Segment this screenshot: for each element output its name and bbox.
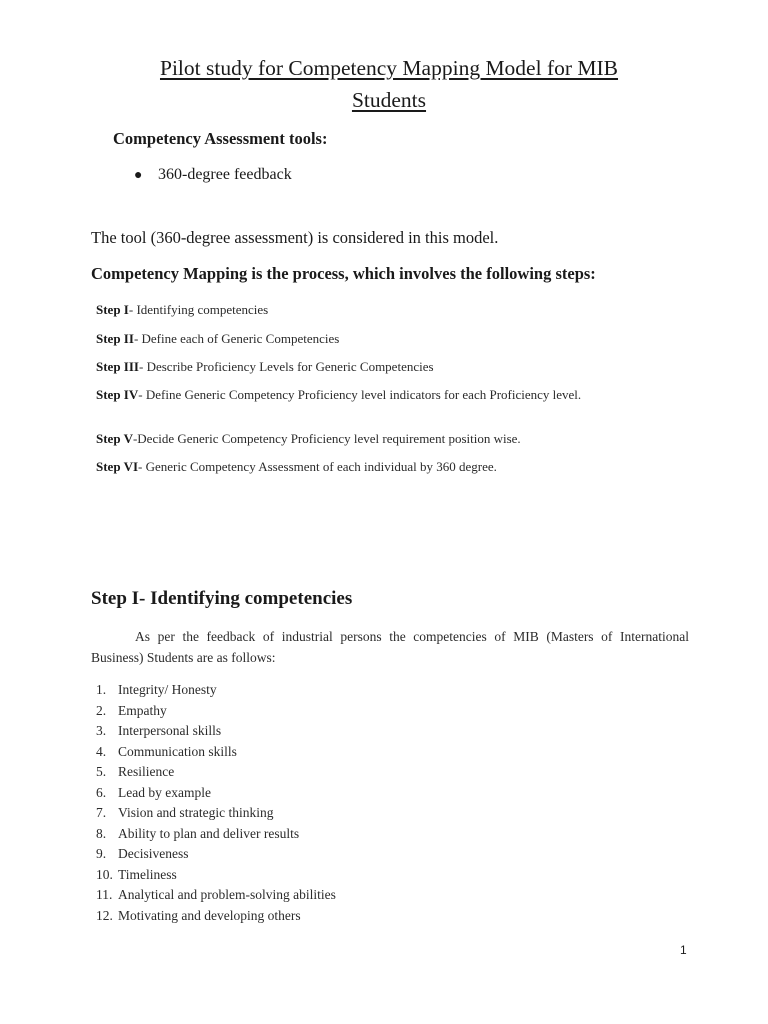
list-item — [96, 885, 336, 906]
list-number: 9. — [96, 846, 107, 861]
list-text: Communication skills — [118, 743, 237, 759]
step-item — [96, 359, 640, 375]
list-item — [96, 701, 336, 722]
step-label: Step III — [96, 359, 139, 374]
list-text: Resilience — [118, 764, 175, 779]
list-text: Analytical and problem-solving abilities — [118, 887, 336, 902]
list-text: Motivating and developing others — [118, 907, 301, 923]
list-number: 1. — [96, 682, 107, 697]
list-item — [96, 803, 336, 824]
step-item — [96, 387, 640, 403]
list-number: 11. — [96, 887, 113, 902]
list-text: Empathy — [118, 702, 167, 718]
step-text: - Describe Proficiency Levels for Generic Competencies — [139, 359, 434, 374]
intro-paragraph: As per the feedback of industrial persons the competencies of MIB (Masters of International Business) Students are as follows: — [91, 629, 689, 665]
list-number: 5. — [96, 764, 107, 779]
step-label: Step I — [96, 302, 129, 317]
title-line-2: Students — [351, 88, 427, 112]
page-number: 1 — [680, 943, 687, 957]
list-item — [96, 906, 336, 927]
step-item — [96, 459, 640, 475]
step-item — [96, 331, 640, 347]
step-text: - Define each of Generic Competencies — [133, 331, 340, 346]
section-heading: Step I- Identifying competencies — [91, 588, 353, 609]
list-text: Lead by example — [118, 784, 211, 800]
list-item — [96, 721, 336, 742]
list-number: 6. — [96, 784, 107, 800]
list-text: Interpersonal skills — [118, 723, 222, 738]
list-number: 3. — [96, 723, 107, 738]
competency-list — [96, 680, 336, 926]
step-label: Step V — [96, 431, 133, 446]
list-text: Decisiveness — [118, 846, 189, 861]
list-number: 8. — [96, 825, 107, 841]
step-label: Step VI — [96, 459, 139, 474]
tool-item-text: 360-degree feedback — [158, 166, 292, 183]
list-text: Timeliness — [118, 866, 177, 882]
list-item — [96, 865, 336, 886]
tool-sentence: The tool (360-degree assessment) is considered in this model. — [91, 228, 499, 247]
step-label: Step IV — [96, 387, 139, 402]
page-title — [80, 52, 698, 116]
bullet-icon: ● — [134, 168, 143, 183]
list-text: Ability to plan and deliver results — [118, 825, 300, 841]
step-text: - Identifying competencies — [128, 302, 269, 317]
list-item — [96, 742, 336, 763]
list-item — [96, 680, 336, 701]
step-item — [96, 431, 640, 447]
step-text: - Define Generic Competency Proficiency level indicators for each Proficiency level. — [138, 387, 582, 402]
list-item — [96, 844, 336, 865]
title-line-1: Pilot study for Competency Mapping Model for MIB — [159, 56, 619, 80]
list-text: Vision and strategic thinking — [118, 805, 274, 820]
step-text: -Decide Generic Competency Proficiency level requirement position wise. — [132, 431, 521, 446]
list-number: 12. — [96, 907, 113, 923]
list-item — [96, 783, 336, 804]
step-label: Step II — [96, 331, 134, 346]
assessment-tools-heading: Competency Assessment tools: — [113, 129, 328, 148]
list-number: 7. — [96, 805, 107, 820]
list-number: 4. — [96, 743, 107, 759]
step-item — [96, 302, 640, 318]
list-text: Integrity/ Honesty — [118, 682, 217, 697]
list-number: 10. — [96, 866, 113, 882]
mapping-process-heading: Competency Mapping is the process, which involves the following steps: — [91, 264, 596, 283]
step-text: - Generic Competency Assessment of each individual by 360 degree. — [138, 459, 497, 474]
list-number: 2. — [96, 702, 107, 718]
list-item — [96, 762, 336, 783]
list-item — [96, 824, 336, 845]
tool-bullet-item — [134, 166, 292, 184]
